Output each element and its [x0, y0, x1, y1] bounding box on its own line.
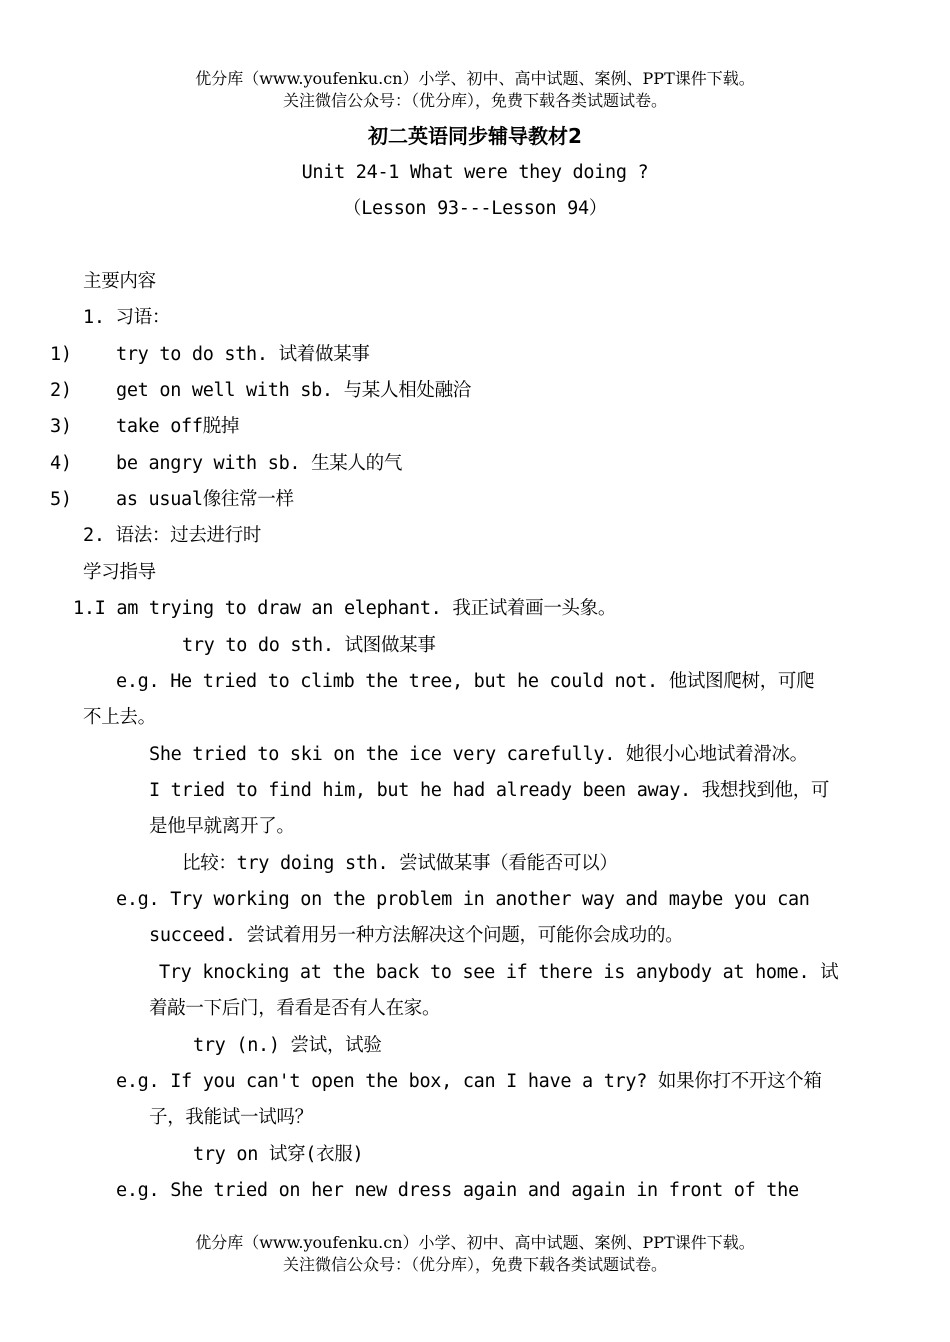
body-line: 比较：try doing sth. 尝试做某事（看能否可以） — [182, 853, 618, 874]
lesson-range: （Lesson 93---Lesson 94） — [343, 198, 607, 219]
list-item: get on well with sb. 与某人相处融洽 — [116, 380, 471, 401]
body-line: try on 试穿(衣服) — [193, 1144, 364, 1165]
body-line: e.g. She tried on her new dress again and again in front of the — [116, 1180, 799, 1201]
document-title: 初二英语同步辅导教材2 — [368, 124, 582, 148]
list-number: 3) — [50, 416, 72, 437]
body-line: succeed. 尝试着用另一种方法解决这个问题，可能你会成功的。 — [149, 925, 684, 946]
grammar-heading: 2. 语法：过去进行时 — [83, 525, 262, 546]
body-line: e.g. He tried to climb the tree, but he could not. 他试图爬树，可爬 — [116, 671, 815, 692]
body-line: Try knocking at the back to see if there is anybody at home. 试 — [159, 962, 839, 983]
list-number: 5) — [50, 489, 72, 510]
body-line: e.g. If you can't open the box, can I have a try? 如果你打不开这个箱 — [116, 1071, 822, 1092]
list-item: be angry with sb. 生某人的气 — [116, 453, 403, 474]
list-item: as usual像往常一样 — [116, 489, 294, 510]
body-line: 子，我能试一试吗？ — [149, 1107, 313, 1128]
footer-line-1: 优分库（www.youfenku.cn）小学、初中、高中试题、案例、PPT课件下载。 — [195, 1233, 755, 1252]
list-item: take off脱掉 — [116, 416, 240, 437]
unit-subtitle: Unit 24-1 What were they doing ? — [301, 162, 649, 183]
body-line: 着敲一下后门，看看是否有人在家。 — [149, 998, 441, 1019]
body-line: 1.I am trying to draw an elephant. 我正试着画一头象。 — [73, 598, 617, 619]
study-guide-heading: 学习指导 — [83, 562, 156, 583]
body-line: e.g. Try working on the problem in another way and maybe you can — [116, 889, 810, 910]
footer-line-2: 关注微信公众号：（优分库），免费下载各类试题试卷。 — [282, 1255, 667, 1274]
page-footer — [0, 1232, 950, 1276]
list-number: 2) — [50, 380, 72, 401]
idioms-heading: 1. 习语： — [83, 307, 171, 328]
header-line-2: 关注微信公众号：（优分库），免费下载各类试题试卷。 — [282, 91, 667, 110]
list-number: 4) — [50, 453, 72, 474]
header-line-1: 优分库（www.youfenku.cn）小学、初中、高中试题、案例、PPT课件下载。 — [195, 69, 755, 88]
body-line: 是他早就离开了。 — [149, 816, 295, 837]
body-line: try to do sth. 试图做某事 — [182, 635, 436, 656]
list-item: try to do sth. 试着做某事 — [116, 344, 370, 365]
body-line: try (n.) 尝试，试验 — [193, 1035, 382, 1056]
body-line: 不上去。 — [83, 707, 156, 728]
body-line: She tried to ski on the ice very carefully. 她很小心地试着滑冰。 — [149, 744, 808, 765]
body-line: I tried to find him, but he had already been away. 我想找到他，可 — [149, 780, 830, 801]
section-heading: 主要内容 — [83, 271, 156, 292]
page-header — [0, 68, 950, 112]
list-number: 1) — [50, 344, 72, 365]
